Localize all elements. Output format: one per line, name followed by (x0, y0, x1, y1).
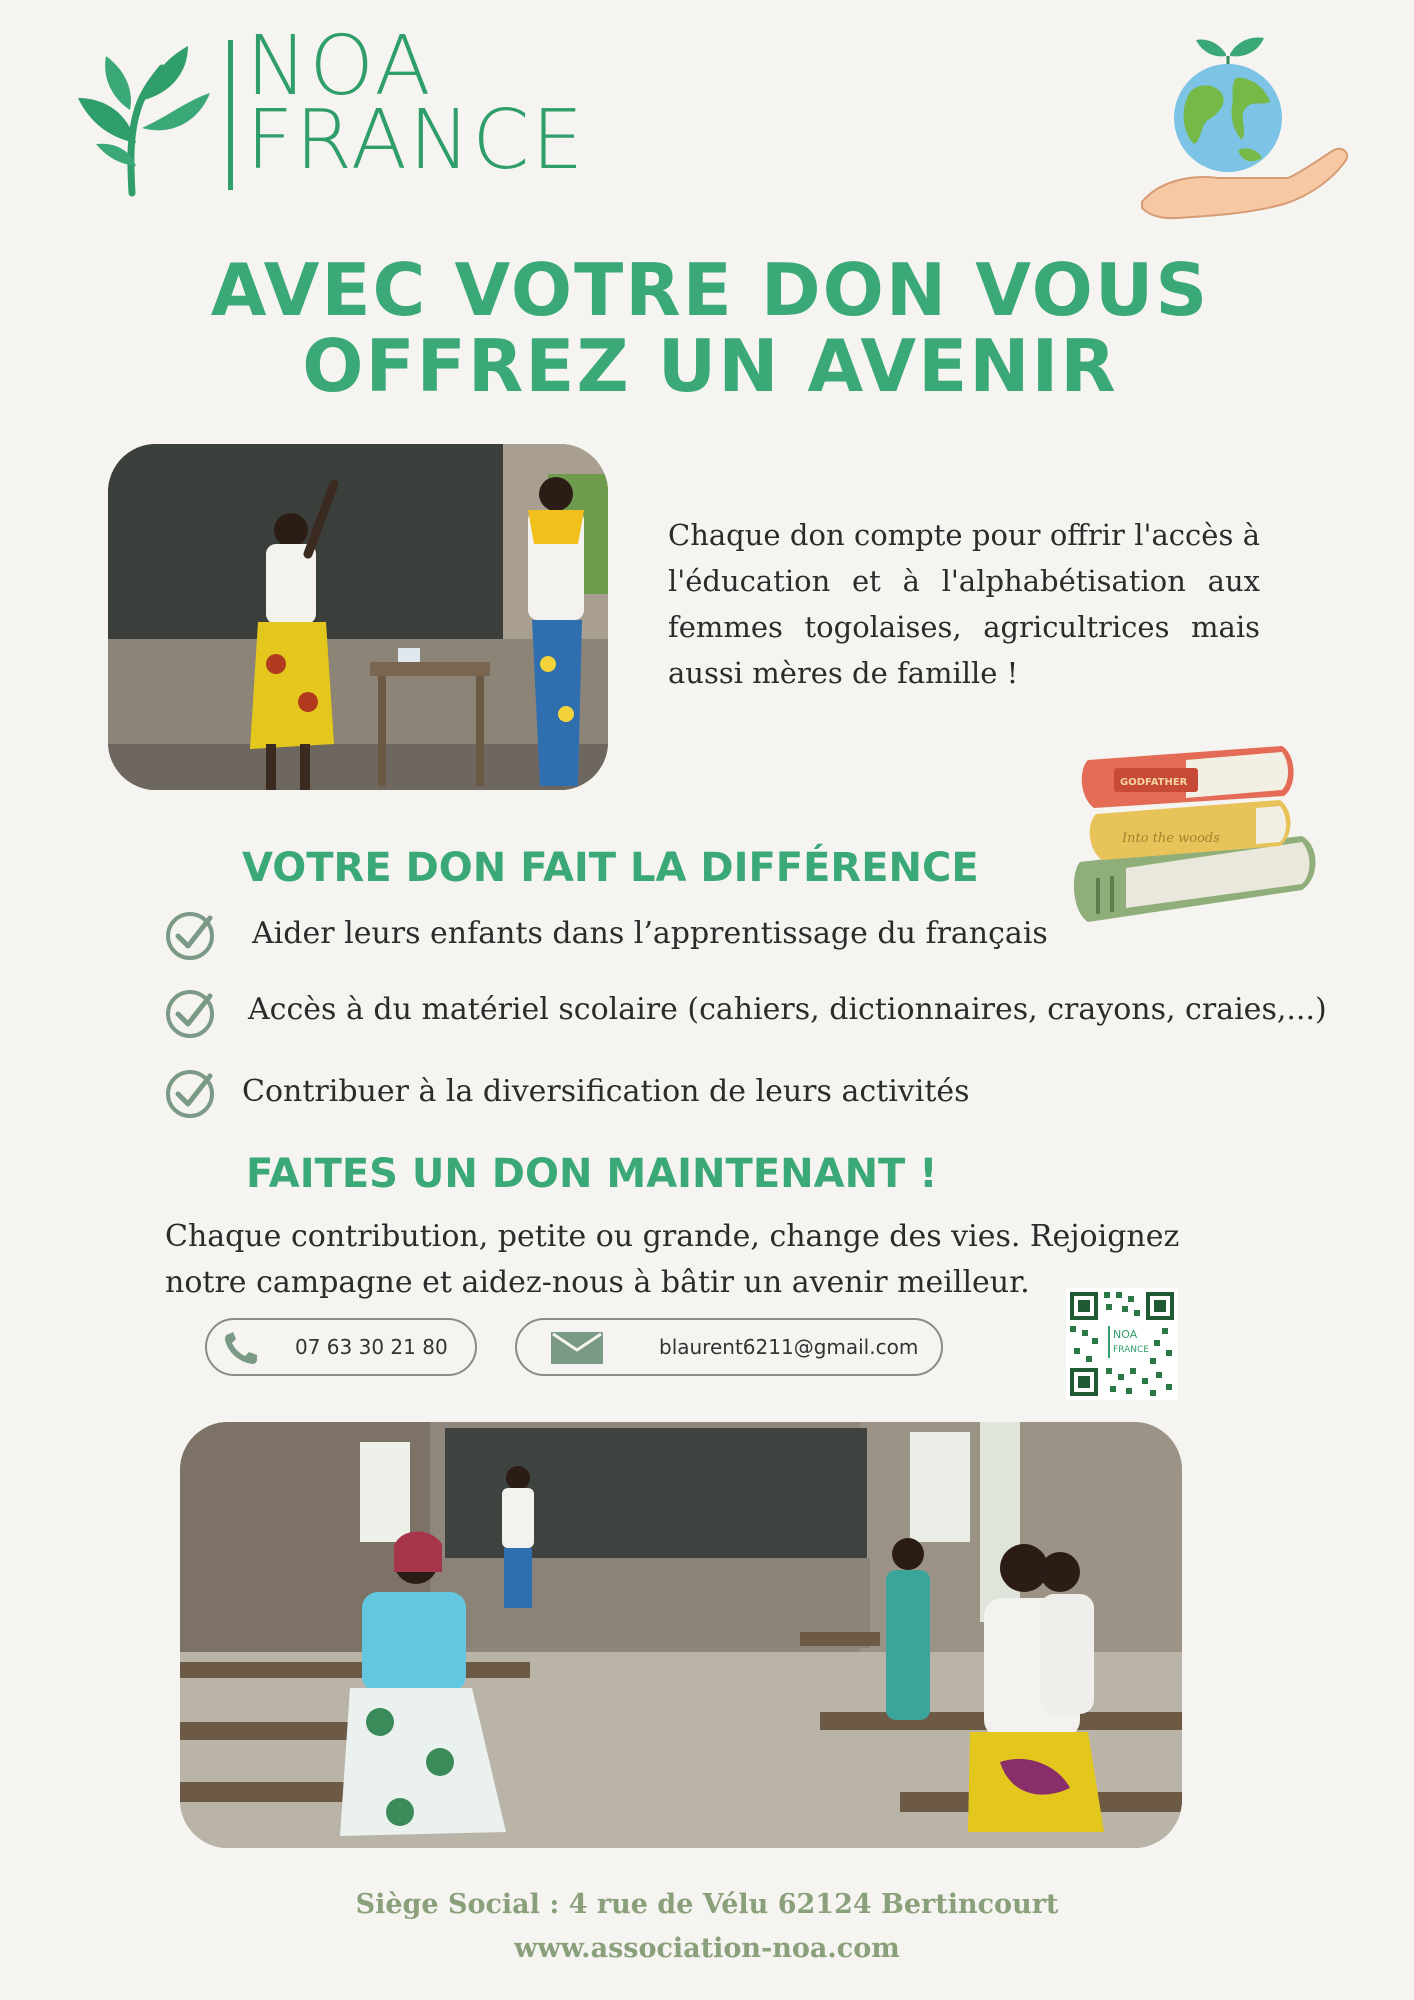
globe-in-hand-icon (1138, 32, 1352, 228)
email-address: blaurent6211@gmail.com (659, 1335, 919, 1359)
footer-address: Siège Social : 4 rue de Vélu 62124 Bertincourt (355, 1889, 1059, 1920)
phone-icon (223, 1330, 263, 1366)
check-icon (164, 1066, 218, 1120)
check-icon (164, 986, 218, 1040)
photo-classroom (180, 1422, 1182, 1848)
book-middle-spine: Into the woods (1122, 831, 1220, 846)
books-stack-icon (1066, 742, 1330, 938)
email-contact[interactable] (515, 1318, 943, 1376)
footer-website[interactable]: www.association-noa.com (514, 1933, 900, 1964)
book-top (1082, 746, 1294, 808)
campaign-paragraph: Chaque contribution, petite ou grande, change des vies. Rejoignez notre campagne et aidez-nous à bâtir un avenir meilleur. (165, 1219, 1180, 1300)
intro-paragraph: Chaque don compte pour offrir l'accès à l'éducation et à l'alphabétisation aux femmes togolaises, agricultrices mais aussi mères de famille ! (668, 518, 1260, 690)
logo-line-1: NOA (246, 19, 433, 114)
mail-icon (551, 1332, 603, 1364)
phone-contact[interactable] (205, 1318, 477, 1376)
benefit-text: Aider leurs enfants dans l’apprentissage du français (252, 916, 1048, 951)
qr-label-line-2: FRANCE (1113, 1345, 1149, 1355)
qr-code[interactable] (1066, 1288, 1178, 1400)
qr-label-line-1: NOA (1113, 1328, 1138, 1341)
logo-divider (228, 40, 233, 190)
page-title (100, 248, 1320, 408)
leaf-plant-icon (70, 38, 220, 198)
benefit-text: Contribuer à la diversification de leurs activités (242, 1074, 970, 1109)
difference-heading: VOTRE DON FAIT LA DIFFÉRENCE (242, 845, 979, 891)
logo-line-2: FRANCE (246, 93, 586, 188)
page-title-line-2: OFFREZ UN AVENIR (302, 324, 1118, 408)
logo-wordmark (246, 19, 586, 188)
phone-number: 07 63 30 21 80 (295, 1335, 448, 1359)
photo-blackboard-lesson (108, 444, 608, 790)
donate-heading: FAITES UN DON MAINTENANT ! (246, 1151, 938, 1197)
benefit-text: Accès à du matériel scolaire (cahiers, dictionnaires, crayons, craies,...) (248, 992, 1327, 1027)
page-title-line-1: AVEC VOTRE DON VOUS (210, 248, 1210, 332)
book-top-spine: GODFATHER (1120, 777, 1188, 788)
check-icon (164, 908, 218, 962)
